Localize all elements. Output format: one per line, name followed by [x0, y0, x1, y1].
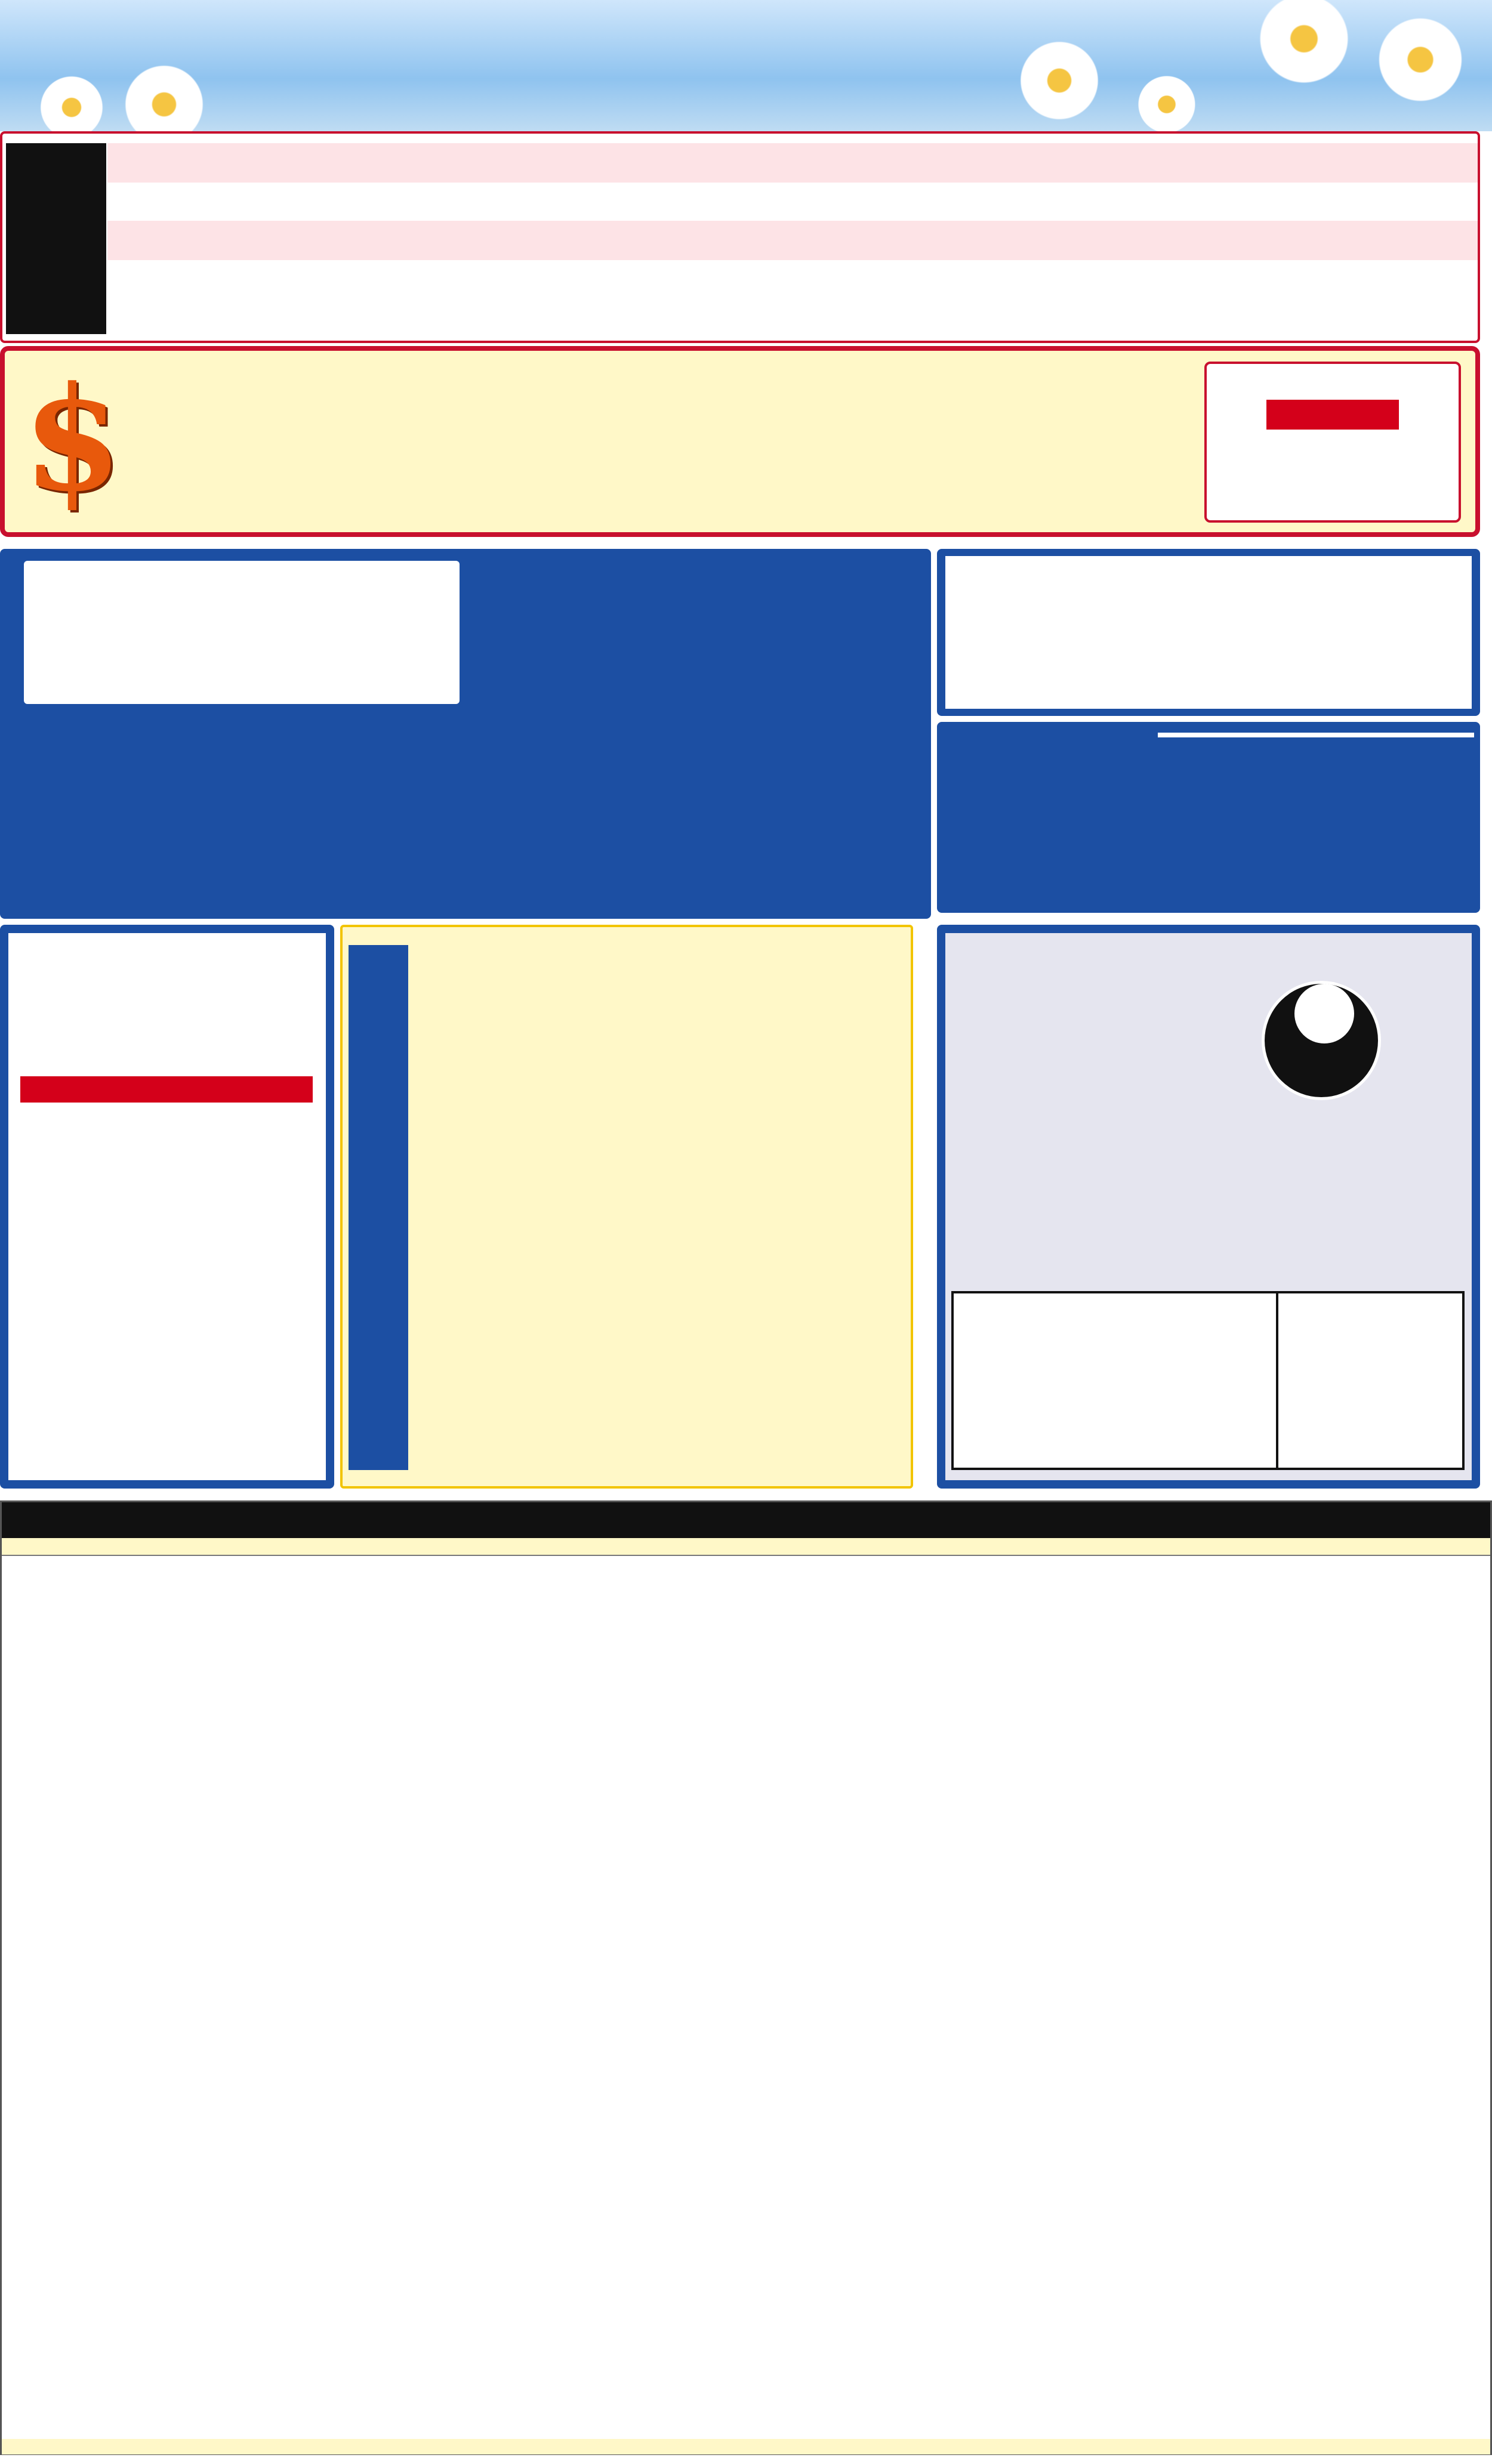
- daisy-decoration: [1134, 72, 1200, 131]
- daisy-decoration: [1253, 0, 1355, 89]
- daisy-decoration: [36, 72, 107, 131]
- hot-inner: [945, 556, 1472, 709]
- big-label: [1294, 984, 1354, 1043]
- special-number-section: [0, 346, 1480, 537]
- recent-label: [956, 1299, 992, 1461]
- zone-legend: [6, 143, 106, 334]
- dollar-icon: $: [23, 355, 122, 523]
- trend-table: [0, 1500, 1492, 2455]
- trend-header: [2, 1538, 1490, 1556]
- yinyang-icon: [1262, 981, 1381, 1100]
- color-grid-section: [937, 722, 1480, 913]
- small-label: [1294, 1043, 1354, 1097]
- sister-section: [0, 925, 334, 1489]
- sister-inner: [8, 933, 326, 1480]
- trend-body: [2, 1557, 1490, 2435]
- zone-bar-chart: [0, 131, 1480, 343]
- index-subtitle: [414, 945, 450, 1470]
- index-title: [349, 945, 408, 1470]
- analysis-section: [0, 549, 931, 919]
- big-small-section: [937, 925, 1480, 1489]
- tick-box: [1204, 362, 1461, 523]
- sister-bar: [20, 1076, 313, 1103]
- trend-title: [2, 1502, 1490, 1538]
- tick-zone: [1266, 400, 1399, 430]
- big-small-inner: [945, 933, 1472, 1480]
- daisy-decoration: [1373, 12, 1468, 107]
- color-grid-balls: [1158, 733, 1474, 737]
- header-banner: [0, 0, 1492, 131]
- trend-footer: [2, 2439, 1490, 2454]
- daisy-decoration: [1015, 36, 1104, 125]
- index-line-chart: [453, 945, 907, 1470]
- divider: [1276, 1293, 1278, 1468]
- index-chart-section: [340, 925, 913, 1489]
- analysis-title-box: [24, 561, 460, 704]
- hot-numbers-section: [937, 549, 1480, 716]
- daisy-decoration: [119, 60, 209, 131]
- recent-special-trend: [951, 1291, 1465, 1470]
- zone-bars: [107, 140, 1478, 342]
